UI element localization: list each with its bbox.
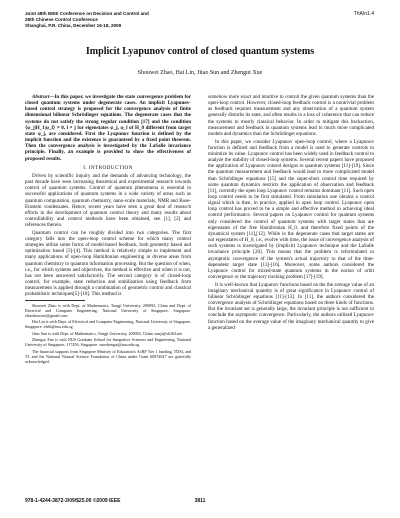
abstract-text: —In this paper, we investigate the state convergence problem for closed quantum systems under degenerate cases. An implicit Lyapunov-based control strategy is proposed for the convergence analysis of finite dimensional bilinear Schrödinger equations. The degenerate cases that the systems do not satisfy the strong regular condition [17] and the condition ⟨φ_j|H_1|φ_l⟩ ≠ 0, l ≠ j for eigenstates φ_j, φ_l of H_0 different from target state φ_j, are considered. First the Lyapunov function is defined by the implicit function and the existence is guaranteed by a fixed point theorem. Then the convergence analysis is investigated by the LaSalle invariance principle. Finally, an example is provided to show the effectiveness of proposed results.	[25, 94, 191, 162]
left-column	[25, 94, 191, 365]
conference-line-2: 28th Chinese Control Conference	[25, 17, 98, 22]
footnote-author-3: Jitao Sun is with Dept. of Mathematics, Tongji University, 200092, China. sunjt@sh163.net	[32, 330, 183, 336]
footnote-author-2: Hai Lin is with Dept. of Electrical and Computer Engineering, National University of Singapore, Singapore. elelh@nus.edu.sg	[25, 319, 191, 329]
isbn-copyright: 978-1-4244-3872-3/09/$25.00 ©2009 IEEE	[25, 498, 121, 504]
footnote-author-4: Zhengui Xue is with NUS Graduate School for Integrative Sciences and Engineering, National University of Singapore, 117456, Singapore. xuezhengui@nus.edu.sg	[25, 337, 191, 347]
paper-id: ThAIn1.4	[353, 11, 374, 17]
body-paragraph-2: In this paper, we consider Lyapunov open-loop control, where a Lyapunov function is defined and feedback from a model is used to generate controls to minimize its value. Lyapunov control has been widely used in feedback control to analyze the stability of closed-loop systems. Several recent papers have proposed the application of Lyapunov control designs to quantum systems [11]-[19]. Since the quantum measurement and feedback would lead to more complicated model than Schrödinger equations [15] and the super-short control time required by some quantum dynamics restricts the application of observation and feedback [11], currently the open loop Lyapunov control remains dominant [11]. Such open loop control needs to be first simulated. From simulation one obtains a control signal which is then, in practice, applied in open loop control. Lyapunov open loop control has proved to be a simple and effective method in achieving ideal control performance. Several papers on Lyapunov control for quantum systems only considered the control of quantum systems with target states that are eigenstates of the free Hamiltonian H_0, and therefore fixed points of the dynamical system [11],[12]. While in the degenerate cases that target states are not eigenstates of H_0, i.e., evolve with time, the issue of convergence analysis of such systems is investigated by (implicit) Lyapunov technique and the LaSalle invariance principle [20]. This means that the problem is reformulated to asymptotic convergence of the system's actual trajectory to that of the time-dependent target state [13]-[16]. Moreover, some authors considered the Lyapunov control for mixed-state quantum systems in the notion of orbit convergence or the trajectory tracking problem [17]-[19].	[208, 138, 374, 281]
conference-line-3: Shanghai, P.R. China, December 16-18, 2009	[25, 23, 122, 28]
footnote-divider	[25, 300, 85, 301]
body-paragraph-1: somehow more exact and intuitive to control the given quantum systems than the open-loop control. However, closed-loop feedback control is a nontrivial problem as feedback requires measurement and any observation of a quantum system generally disturbs its state, and often results in a loss of coherence that can reduce the systems to mostly classical behavior. In order to mitigate this backaction, measurement and feedback in quantum systems lead to much more complicated models and dynamics than the Schrödinger equations.	[208, 94, 374, 137]
right-column	[208, 94, 374, 332]
abstract	[25, 94, 191, 162]
section-heading-introduction: I. INTRODUCTION	[83, 164, 133, 171]
footnote-funding: The financial supports from Singapore Ministry of Education's AcRF Tier 1 funding, TDSI, and TL and the National Natural Science Foundation of China under Grant 60874027 are gratefully acknowledged.	[25, 348, 191, 364]
conference-line-1: Joint 48th IEEE Conference on Decision and Control and	[25, 11, 149, 16]
footnote-author-1: Shouwei Zhao is with Dept. of Mathematics, Tongji University, 200092, China and Dept. of Electrical and Computer Engineering, National University of Singapore, Singapore. zhaoshouwei@gmail.com	[25, 302, 191, 318]
footnotes	[25, 303, 191, 364]
paper-title: Implicit Lyapunov control of closed quantum systems	[85, 46, 315, 57]
intro-paragraph-1: Driven by scientific inquiry and the demands of advancing technology, the past decade have seen increasing theoretical and experimental research towards control of quantum systems. Control of quantum phenomena is essential in successful applications of quantum systems in a wide variety of areas such as quantum computation, quantum chemistry, nano-scale materials, NMR and Bose-Einstein condensates. Hence, recent years have seen a great deal of research efforts in the development of quantum control theory and many results about controllability and control methods have been obtained, see [1], [2] and references therein.	[25, 172, 191, 229]
intro-paragraph-2: Quantum control can be roughly divided into two categories. The first category falls into the open-loop control scheme for which many control strategies utilize some forms of model-based feedback, both geometry based and optimization based [3]-[4]. This method is relatively simple to implement and many applications of open-loop Hamiltonian engineering in diverse areas from quantum chemistry to quantum information processing. But the question of when, i.e., for which systems and objectives, the method is effective and when it is not, has not been answered satisfactorily. The second category is of closed-loop control, for example, state reduction and stabilization using feedback from measurement is applied through a combination of geometric control and classical probabilistic techniques[5]-[10]. This method is	[25, 229, 191, 298]
page-number: 3811	[194, 498, 206, 504]
body-paragraph-3: It is well-known that Lyapunov functions based on the the average value of an imaginary mechanical quantity is of great significance in Lyapunov control of bilinear Schrödinger equations [11]-[13]. In [11], the authors considered the convergence analysis of Schrödinger equations based on three kinds of functions. But the invariant set is generally large, the invariant principle is not sufficient to conclude the asymptotic convergence. Particularly, the authors utilized Lyapunov function based on the average value of the imaginary mechanical quantity to give a generalized	[208, 281, 374, 331]
paper-authors: Shouwei Zhao, Hai Lin, Jitao Sun and Zhengui Xue	[137, 70, 263, 76]
abstract-label: Abstract	[32, 94, 50, 100]
conference-header	[25, 11, 149, 29]
